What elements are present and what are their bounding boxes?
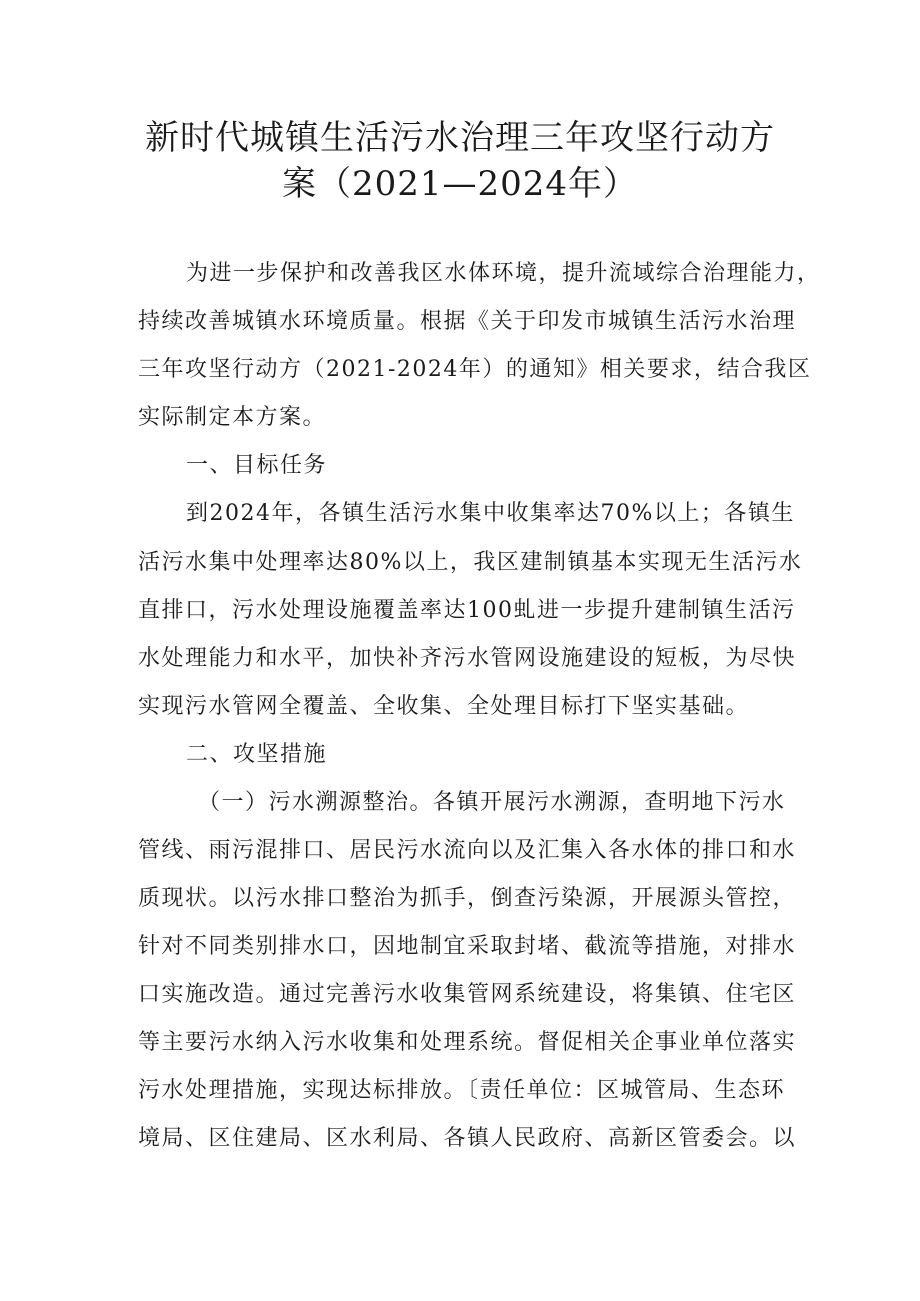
paragraph-line: 为进一步保护和改善我区水体环境，提升流域综合治理能力， [186,261,821,286]
document-title-line-1: 新时代城镇生活污水治理三年攻坚行动方 [145,118,775,158]
section-heading: 一、目标任务 [186,453,328,478]
section-heading: 二、攻坚措施 [186,742,328,767]
paragraph-line: 等主要污水纳入污水收集和处理系统。督促相关企事业单位落实 [138,1030,797,1055]
paragraph-line: 持续改善城镇水环境质量。根据《关于印发市城镇生活污水治理 [138,309,797,334]
paragraph-line: 水处理能力和水平，加快补齐污水管网设施建设的短板，为尽快 [138,646,797,671]
paragraph-line: 口实施改造。通过完善污水收集管网系统建设，将集镇、住宅区 [138,982,797,1007]
paragraph-line: 活污水集中处理率达80%以上，我区建制镇基本实现无生活污水 [138,550,803,575]
paragraph-line: 境局、区住建局、区水利局、各镇人民政府、高新区管委会。以 [138,1126,797,1151]
paragraph-line: 针对不同类别排水口，因地制宜采取封堵、截流等措施，对排水 [138,934,797,959]
paragraph-line: 到2024年，各镇生活污水集中收集率达70%以上；各镇生 [186,501,795,526]
paragraph-line: 污水处理措施，实现达标排放。〔责任单位：区城管局、生态环 [138,1078,786,1103]
paragraph-line: 实现污水管网全覆盖、全收集、全处理目标打下坚实基础。 [138,694,750,719]
paragraph-line: 质现状。以污水排口整治为抓手，倒查污染源，开展源头管控， [138,886,797,911]
paragraph-line: 三年攻坚行动方（2021-2024年）的通知》相关要求，结合我区 [138,357,812,382]
paragraph-line: 实际制定本方案。 [138,405,327,430]
paragraph-line: （一）污水溯源整治。各镇开展污水溯源，查明地下污水 [198,790,786,815]
paragraph-line: 直排口，污水处理设施覆盖率达100虬进一步提升建制镇生活污 [138,598,796,623]
document-title-line-2: 案（2021—2024年） [281,164,639,204]
paragraph-line: 管线、雨污混排口、居民污水流向以及汇集入各水体的排口和水 [138,838,797,863]
